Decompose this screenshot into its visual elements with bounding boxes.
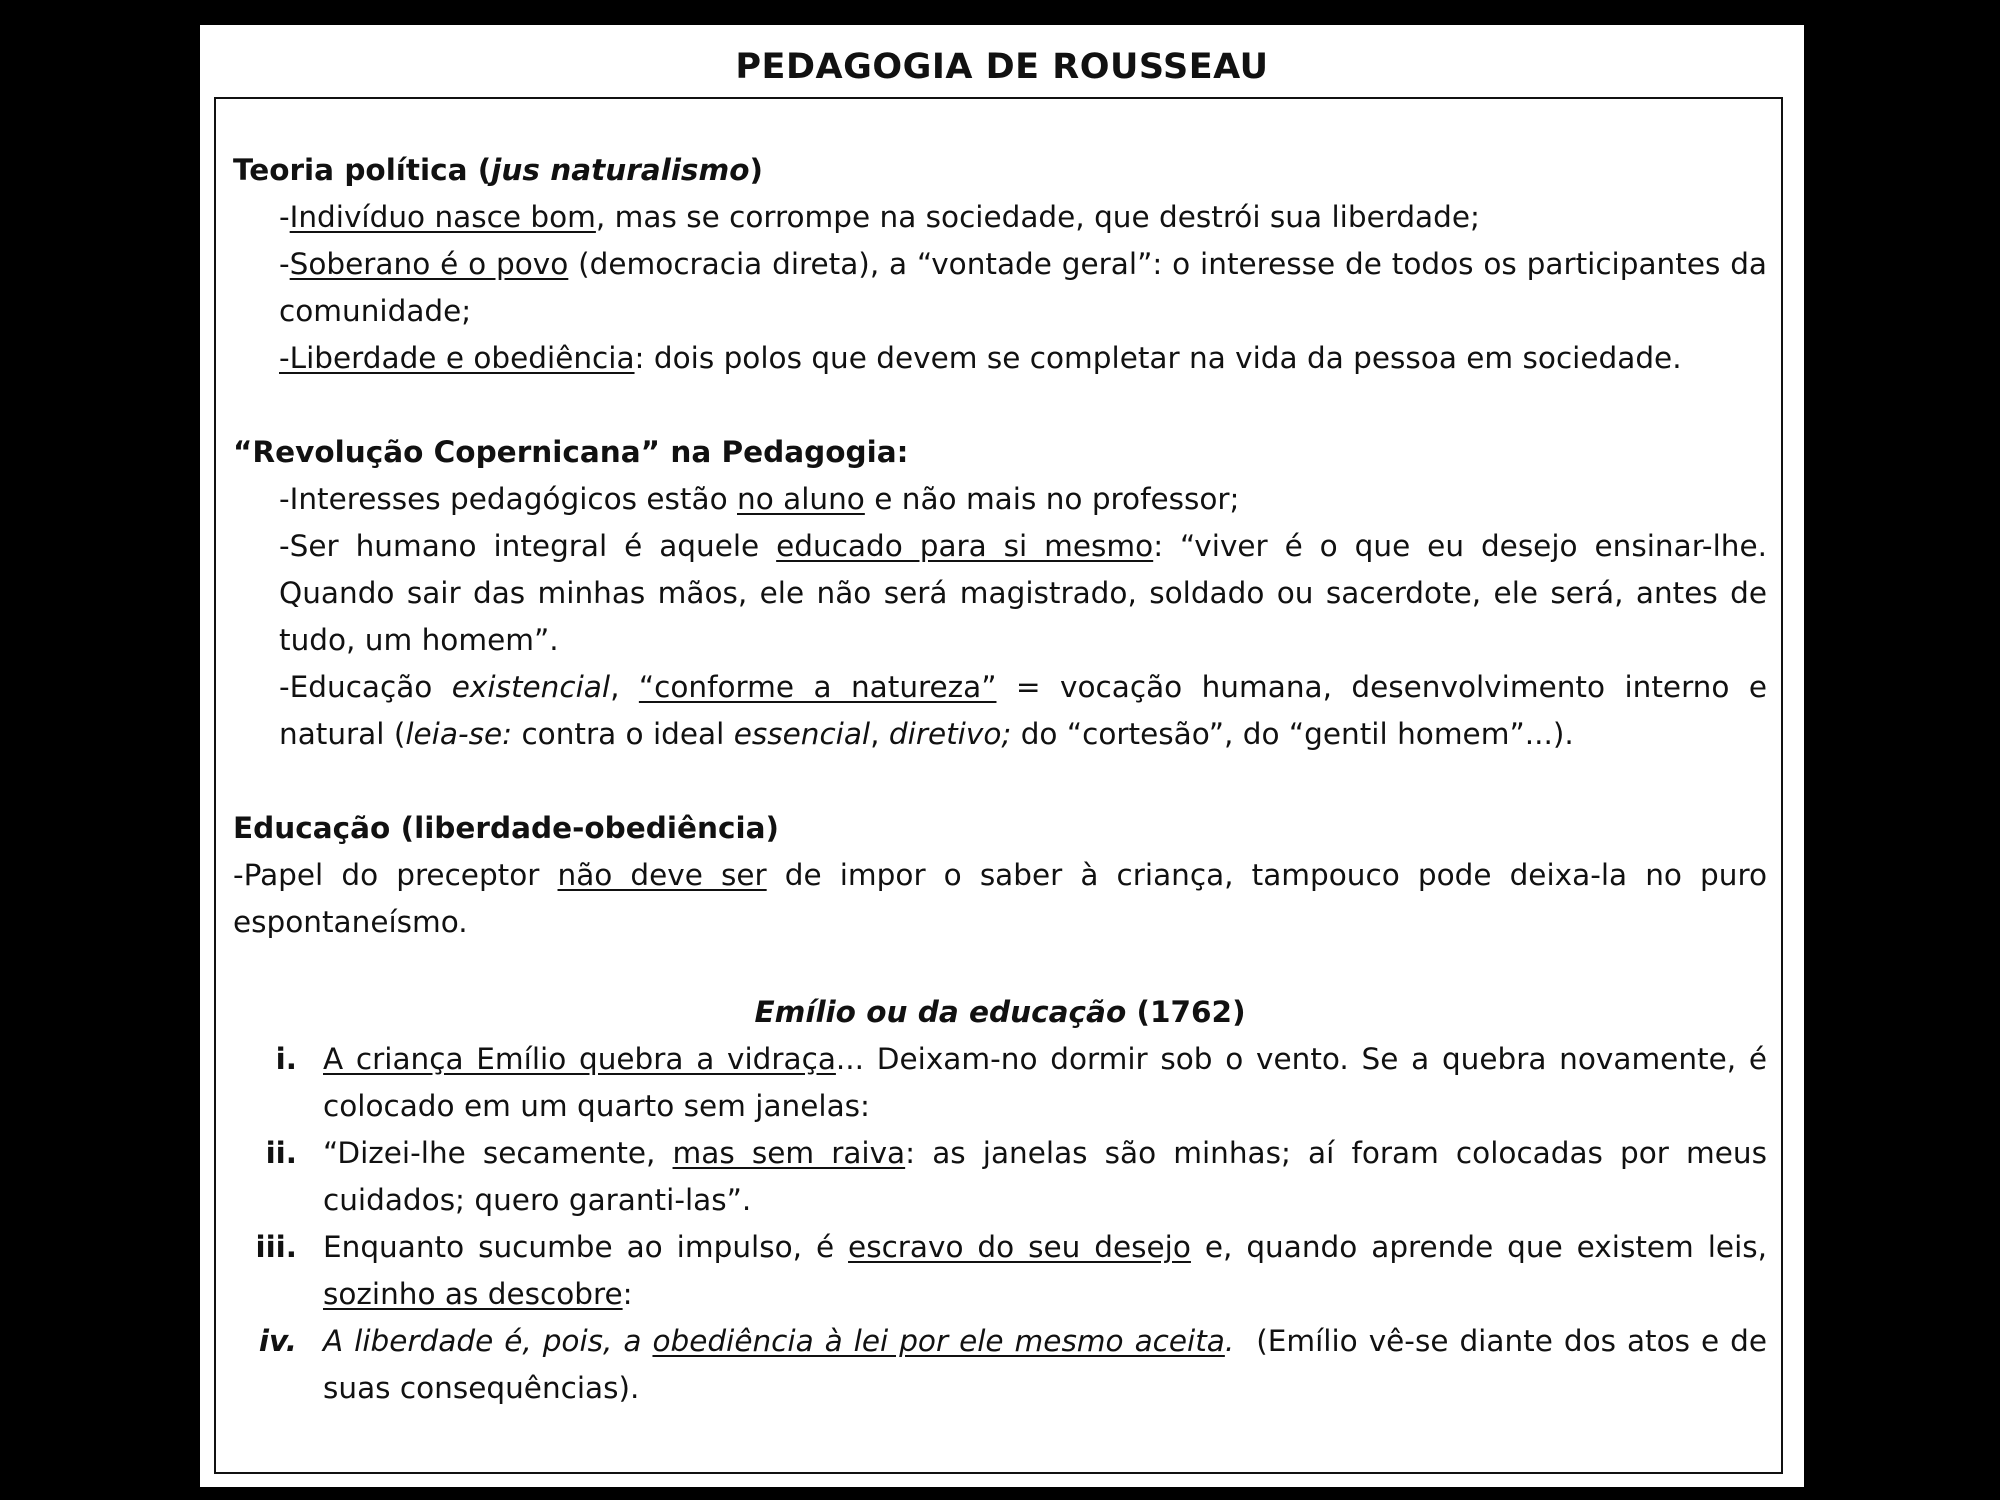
section-heading-teoria-politica: Teoria política (jus naturalismo) bbox=[233, 153, 763, 187]
list-item: i. A criança Emílio quebra a vidraça... Deixam-no dormir sob o vento. Se a quebra novamente, é colocado em um quarto sem janelas: bbox=[275, 1042, 1767, 1123]
paragraph: -Soberano é o povo (democracia direta), a “vontade geral”: o interesse de todos os participantes da comunidade; bbox=[279, 247, 1767, 328]
paragraph: -Papel do preceptor não deve ser de impor o saber à criança, tampouco pode deixa-la no puro espontaneísmo. bbox=[233, 858, 1767, 939]
paragraph: -Ser humano integral é aquele educado para si mesmo: “viver é o que eu desejo ensinar-lhe. Quando sair das minhas mãos, ele não será magistrado, soldado ou sacerdote, ele será, antes de tudo, um homem”. bbox=[279, 529, 1767, 657]
page-title: PEDAGOGIA DE ROUSSEAU bbox=[735, 47, 1269, 87]
list-item: iii. Enquanto sucumbe ao impulso, é escravo do seu desejo e, quando aprende que existem leis, sozinho as descobre: bbox=[255, 1230, 1768, 1311]
section-heading-educacao: Educação (liberdade-obediência) bbox=[233, 811, 779, 845]
content-box bbox=[214, 97, 1783, 1474]
document-page bbox=[200, 25, 1804, 1487]
paragraph: -Liberdade e obediência: dois polos que devem se completar na vida da pessoa em sociedade. bbox=[279, 341, 1682, 375]
list-item: ii. “Dizei-lhe secamente, mas sem raiva: as janelas são minhas; aí foram colocadas por meus cuidados; quero garanti-las”. bbox=[265, 1136, 1767, 1217]
paragraph: -Indivíduo nasce bom, mas se corrompe na sociedade, que destrói sua liberdade; bbox=[279, 200, 1480, 234]
paragraph: -Interesses pedagógicos estão no aluno e não mais no professor; bbox=[279, 482, 1240, 516]
section-heading-revolucao: “Revolução Copernicana” na Pedagogia: bbox=[233, 435, 909, 469]
section-heading-emilio: Emílio ou da educação (1762) bbox=[754, 995, 1246, 1029]
list-item: iv. A liberdade é, pois, a obediência à lei por ele mesmo aceita. (Emílio vê-se diante dos atos e de suas consequências). bbox=[258, 1324, 1777, 1405]
content bbox=[233, 147, 1777, 1412]
paragraph: -Educação existencial, “conforme a natureza” = vocação humana, desenvolvimento interno e natural (leia-se: contra o ideal essencial, diretivo; do “cortesão”, do “gentil homem”...). bbox=[279, 670, 1767, 751]
